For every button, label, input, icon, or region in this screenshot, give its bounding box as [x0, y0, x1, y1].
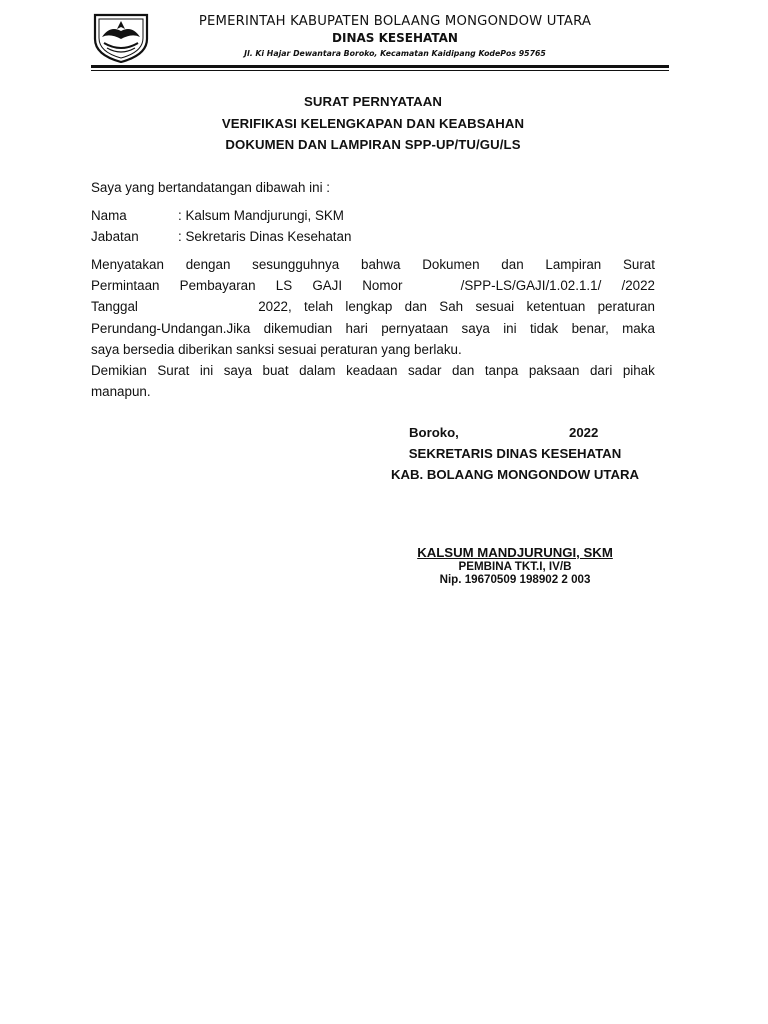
signatory-name: KALSUM MANDJURUNGI, SKM — [417, 545, 613, 560]
statement-word: ketentuan — [526, 299, 586, 315]
statement-word: tidak — [529, 320, 559, 336]
statement-word: Surat — [622, 257, 655, 272]
statement-word: LS — [275, 278, 293, 294]
position-label: Jabatan — [91, 229, 139, 244]
statement-word: /2022 — [621, 278, 655, 294]
statement-word: dengan — [185, 257, 231, 272]
statement-line-1 — [91, 254, 655, 275]
statement-word: peraturan — [597, 299, 655, 315]
statement-word: dan — [451, 363, 475, 379]
letterhead-rule-thick — [91, 65, 669, 68]
letterhead — [160, 13, 630, 60]
statement-word: Dokumen — [422, 257, 480, 272]
statement-line-2 — [91, 275, 655, 296]
statement-word: Nomor — [362, 278, 403, 294]
statement-word: Tanggal — [91, 299, 138, 315]
government-name: PEMERINTAH KABUPATEN BOLAANG MONGONDOW UTARA — [198, 14, 592, 29]
statement-word: dari — [589, 363, 613, 379]
signature-place: Boroko, — [409, 425, 459, 440]
statement-line-4 — [91, 318, 655, 339]
statement-word: sadar — [407, 363, 442, 379]
statement-word: dalam — [299, 363, 336, 379]
statement-word: Menyatakan — [91, 257, 164, 272]
statement-line-6 — [91, 360, 655, 381]
statement-word: Surat — [157, 363, 190, 379]
statement-word: Sah — [439, 299, 464, 315]
name-label: Nama — [91, 208, 127, 223]
statement-word: Perundang-Undangan.Jika — [91, 320, 251, 336]
statement-word: ini — [503, 320, 517, 336]
signatory-rank: PEMBINA TKT.I, IV/B — [458, 560, 572, 573]
intro-text: Saya yang bertandatangan dibawah ini : — [91, 180, 330, 195]
statement-word: keadaan — [346, 363, 398, 379]
statement-line-3 — [91, 296, 655, 317]
document-subtitle-2: DOKUMEN DAN LAMPIRAN SPP-UP/TU/GU/LS — [225, 137, 521, 152]
statement-word: pihak — [622, 363, 655, 379]
statement-word: tanpa — [484, 363, 519, 379]
statement-word: Demikian — [91, 363, 147, 379]
statement-word: paksaan — [528, 363, 580, 379]
statement-word: /SPP-LS/GAJI/1.02.1.1/ — [460, 278, 602, 294]
statement-word: sesuai — [475, 299, 515, 315]
name-value: : Kalsum Mandjurungi, SKM — [178, 208, 344, 223]
statement-word: saya — [461, 320, 490, 336]
statement-word: Permintaan — [91, 278, 160, 294]
statement-word: GAJI — [312, 278, 343, 294]
signatory-institution: KAB. BOLAANG MONGONDOW UTARA — [390, 467, 640, 482]
signature-year: 2022 — [569, 425, 599, 440]
statement-word: benar, — [571, 320, 609, 336]
statement-word: dan — [501, 257, 524, 272]
statement-word: bahwa — [361, 257, 401, 272]
statement-word: dikemudian — [263, 320, 333, 336]
statement-word: dan — [404, 299, 427, 315]
document-title: SURAT PERNYATAAN — [303, 94, 443, 109]
statement-word: sesungguhnya — [252, 257, 340, 272]
statement-word: Lampiran — [545, 257, 602, 272]
statement-word: 2022, — [258, 299, 292, 315]
signatory-nip: Nip. 19670509 198902 2 003 — [439, 573, 591, 586]
office-address: Jl. Ki Hajar Dewantara Boroko, Kecamatan Kaidipang KodePos 95765 — [244, 49, 546, 58]
statement-paragraph — [91, 254, 655, 402]
regency-emblem-icon — [92, 13, 150, 63]
statement-word: maka — [622, 320, 655, 336]
statement-line-5: saya bersedia diberikan sanksi sesuai peraturan yang berlaku. — [91, 341, 462, 357]
department-name: DINAS KESEHATAN — [332, 31, 458, 45]
statement-word: telah — [304, 299, 334, 315]
signatory-position: SEKRETARIS DINAS KESEHATAN — [408, 446, 622, 461]
statement-line-7: manapun. — [91, 384, 151, 400]
statement-word: Pembayaran — [179, 278, 256, 294]
letterhead-rule-thin — [91, 70, 669, 71]
statement-word: ini — [199, 363, 214, 379]
statement-word: hari — [345, 320, 368, 336]
statement-word: lengkap — [345, 299, 393, 315]
statement-word: saya — [223, 363, 253, 379]
document-subtitle-1: VERIFIKASI KELENGKAPAN DAN KEABSAHAN — [221, 116, 525, 131]
statement-word: pernyataan — [381, 320, 449, 336]
statement-word: buat — [262, 363, 289, 379]
position-value: : Sekretaris Dinas Kesehatan — [178, 229, 352, 244]
